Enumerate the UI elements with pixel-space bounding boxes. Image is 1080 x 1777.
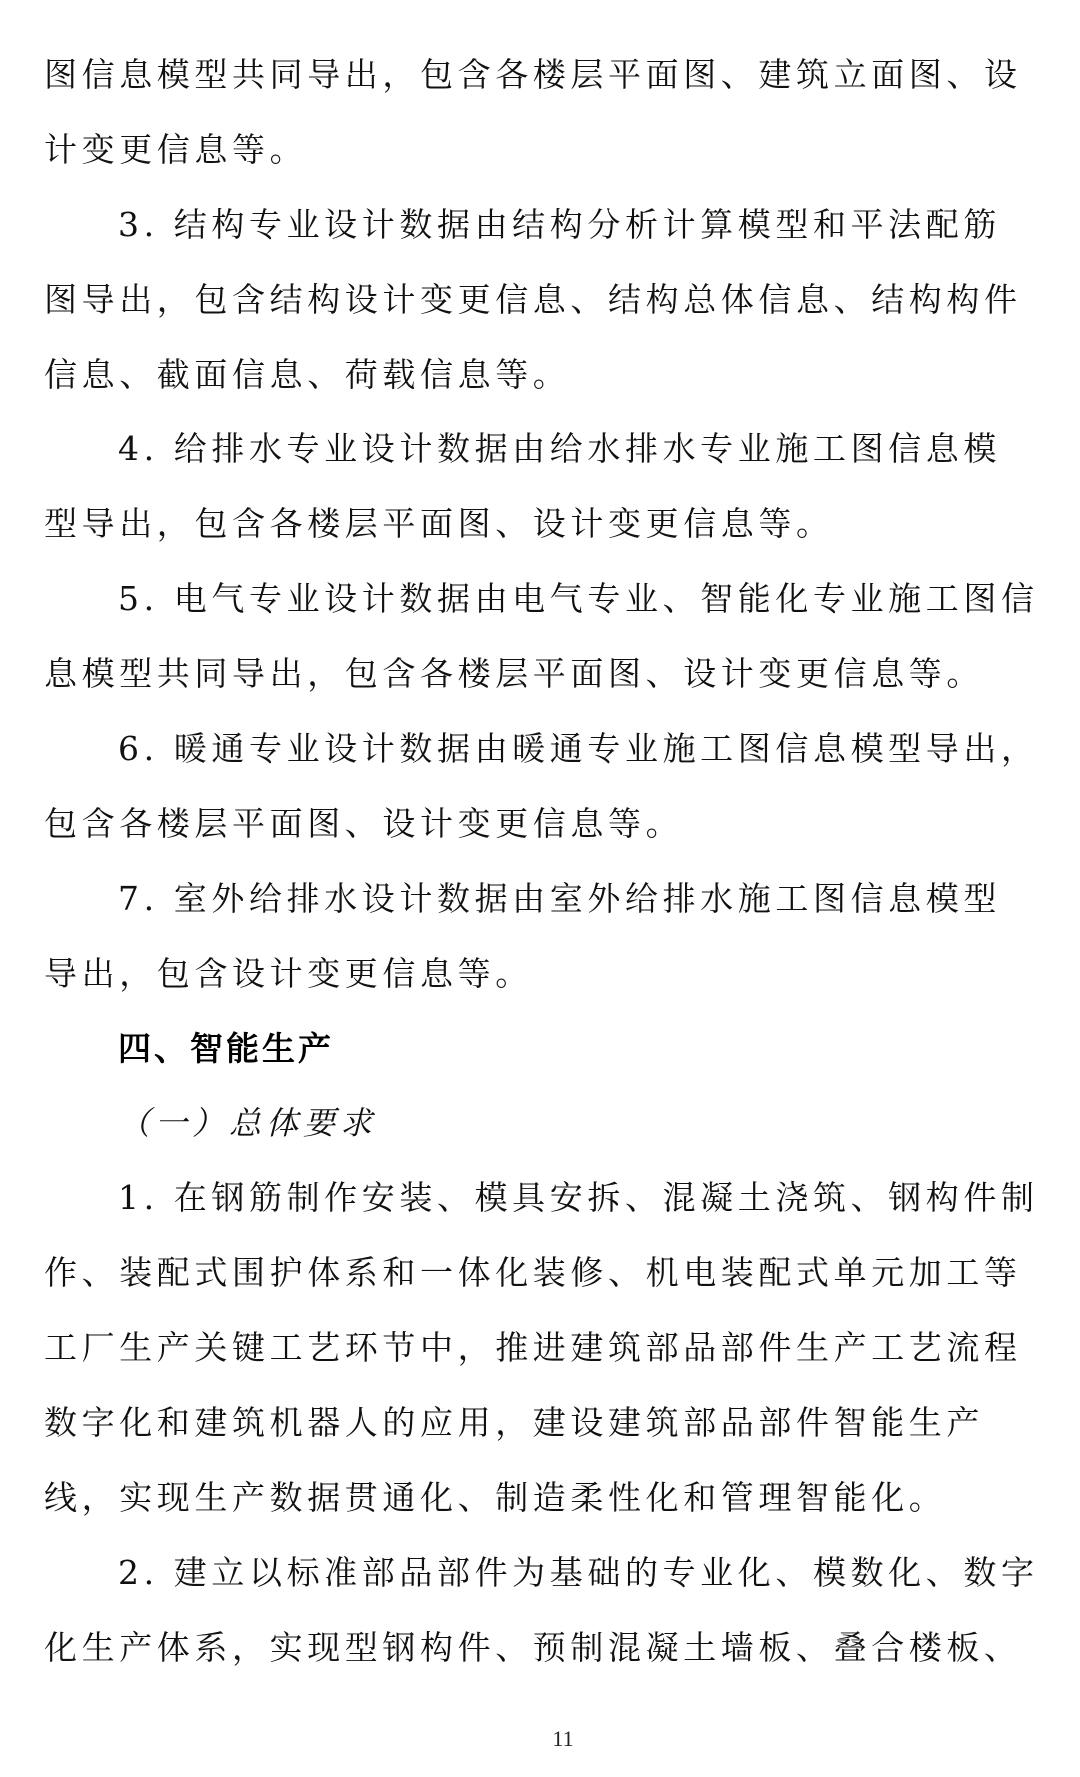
list-item-1: 1. 在钢筋制作安装、模具安拆、混凝土浇筑、钢构件制 [118,1178,1039,1218]
list-item-7: 7. 室外给排水设计数据由室外给排水施工图信息模型 [118,878,1001,918]
list-item-5: 5. 电气专业设计数据由电气专业、智能化专业施工图信 [118,579,1039,619]
body-line: 导出，包含设计变更信息等。 [44,953,533,993]
body-line: 息模型共同导出，包含各楼层平面图、设计变更信息等。 [44,654,984,694]
body-line: 包含各楼层平面图、设计变更信息等。 [44,803,684,843]
body-line: 图导出，包含结构设计变更信息、结构总体信息、结构构件 [44,279,1022,319]
body-line: 信息、截面信息、荷载信息等。 [44,354,571,394]
section-heading: 四、智能生产 [118,1028,334,1068]
page-number: 11 [552,1726,574,1751]
page-body [44,38,1044,1686]
body-line: 作、装配式围护体系和一体化装修、机电装配式单元加工等 [44,1253,1022,1293]
list-item-3: 3. 结构专业设计数据由结构分析计算模型和平法配筋 [118,204,1001,244]
body-line: 计变更信息等。 [44,129,308,169]
list-item-4: 4. 给排水专业设计数据由给水排水专业施工图信息模 [118,429,1001,469]
body-line: 工厂生产关键工艺环节中，推进建筑部品部件生产工艺流程 [44,1328,1022,1368]
list-item-6: 6. 暖通专业设计数据由暖通专业施工图信息模型导出， [118,729,1039,769]
body-line: 图信息模型共同导出，包含各楼层平面图、建筑立面图、设 [44,55,1022,94]
list-item-2: 2. 建立以标准部品部件为基础的专业化、模数化、数字 [118,1552,1039,1592]
body-line: 数字化和建筑机器人的应用，建设建筑部品部件智能生产 [44,1403,984,1443]
body-line: 化生产体系，实现型钢构件、预制混凝土墙板、叠合楼板、 [44,1627,1022,1667]
subsection-heading: （一）总体要求 [118,1104,378,1143]
body-line: 型导出，包含各楼层平面图、设计变更信息等。 [44,504,834,544]
body-line: 线，实现生产数据贯通化、制造柔性化和管理智能化。 [44,1477,947,1517]
